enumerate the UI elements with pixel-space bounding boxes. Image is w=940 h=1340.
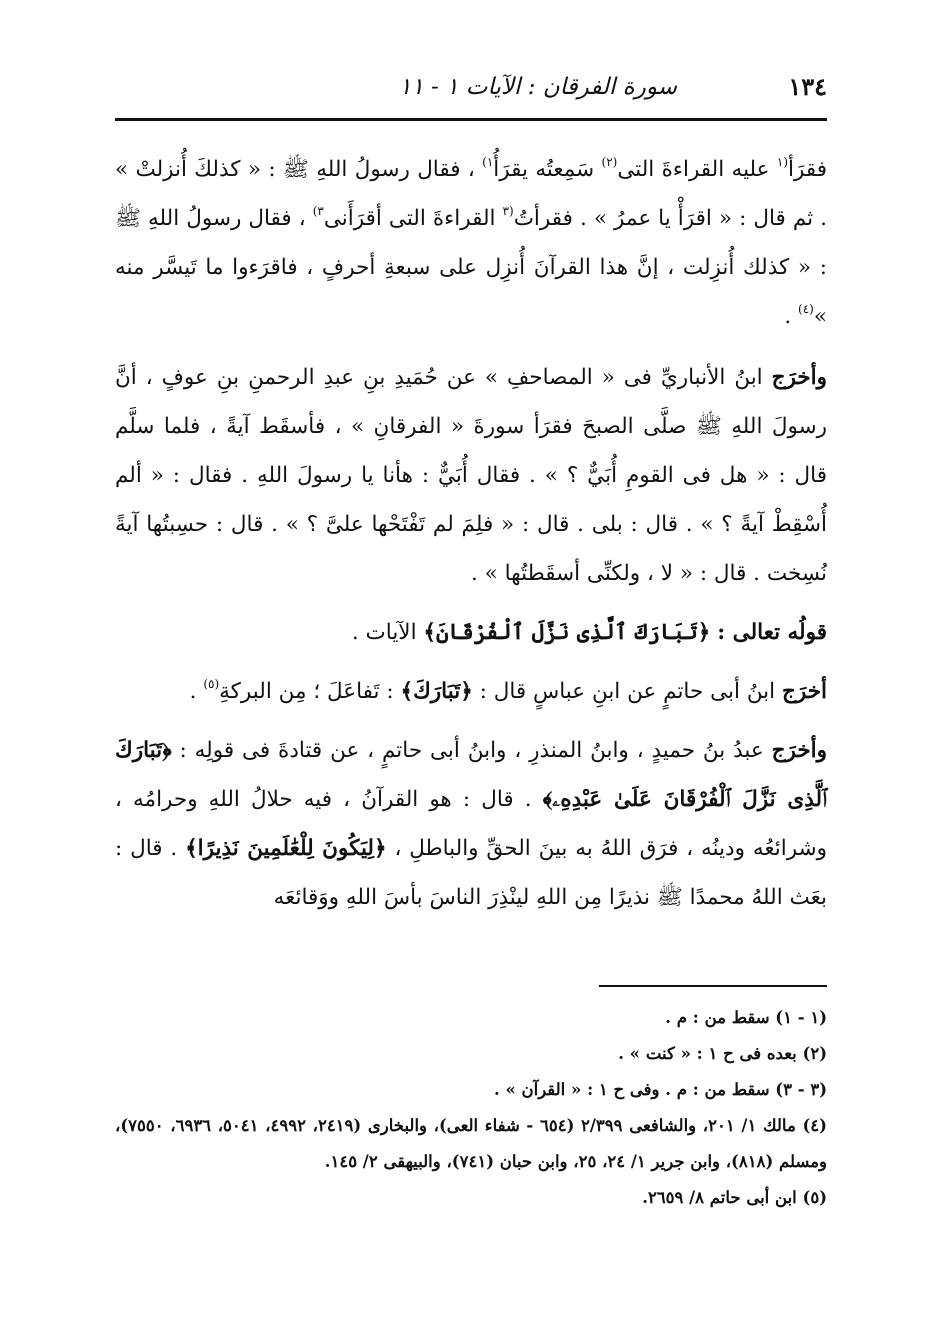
- footnote-5: (٥) ابن أبى حاتم ٨/ ٢٦٥٩.: [642, 1188, 827, 1207]
- paragraph-5: [115, 726, 827, 922]
- text: ابنُ أبى حاتمٍ عن ابنِ عباسٍ قال :: [479, 679, 776, 704]
- text: عبدُ بنُ حميدٍ ، وابنُ المنذرِ ، وابنُ أبى حاتمٍ ، عن قتادةَ فى قولِه :: [179, 738, 764, 763]
- footnote-ref: ٣): [312, 204, 324, 218]
- header-rule: [115, 118, 827, 121]
- text: ، فقال رسولُ اللهِ ﷺ : « كذلك أُنزِلت ، إنَّ هذا القرآنَ أُنزِل على سبعةِ أحرفٍ ، فاقرَءوا ما تَيسَّر منه »: [115, 206, 827, 329]
- footnote-ref: (٢): [601, 155, 618, 169]
- footnote-3: (٣ - ٣) سقط من : م . وفى ح ١ : « القرآن » .: [493, 1080, 827, 1099]
- lead-word: وأخرَج: [771, 365, 827, 390]
- footnote-2: (٢) بعده فى ح ١ : « كنت » .: [618, 1044, 827, 1063]
- footnote-ref: (١: [776, 155, 788, 169]
- lead-word: أخرَج: [781, 679, 827, 704]
- paragraph-1: [115, 145, 827, 341]
- paragraph-4: [115, 667, 827, 716]
- page-number: ١٣٤: [788, 72, 827, 101]
- paragraph-2: [115, 353, 827, 598]
- text: ، فقال رسولُ اللهِ ﷺ : « كذلكَ أُنزلتْ » . ثم قال : « اقرَأْ يا عمرُ » . فقرأتُ: [115, 157, 828, 231]
- footnote-ref: (٣: [502, 204, 514, 218]
- lead-phrase: قولُه تعالى :: [717, 620, 827, 645]
- text: . قال : هو القرآنُ ، فيه حلالُ اللهِ وحرامُه ، وشرائعُه ودينُه ، فرَق اللهُ به بينَ الحقِّ والباطلِ ،: [115, 787, 827, 861]
- quran-verse: ﴿تَبَارَكَ ٱلَّذِى نَزَّلَ ٱلْفُرْقَانَ﴾: [423, 620, 711, 645]
- footnotes: [115, 1000, 827, 1216]
- lead-word: وأخرَج: [771, 738, 827, 763]
- footnote-4: (٤) مالك ١/ ٢٠١، والشافعى ٢/٣٩٩ (٦٥٤ - شفاء العى)، والبخارى (٢٤١٩، ٤٩٩٢، ٥٠٤١، ٦٩٣٦، ٧٥٥٠)، ومسلم (٨١٨)، وابن جرير ١/ ٢٤، ٢٥، وابن حبان (٧٤١)، والبيهقى ٢/ ١٤٥.: [115, 1116, 827, 1171]
- page-header: [115, 72, 827, 112]
- quran-verse: ﴿تَبَارَكَ ٱلَّذِى نَزَّلَ ٱلْفُرْقَانَ عَلَىٰ عَبْدِهِۦ﴾: [115, 738, 827, 812]
- quran-verse: ﴿لِيَكُونَ لِلْعَٰلَمِينَ نَذِيرًا﴾: [185, 836, 387, 861]
- text: القراءةَ التى أقرَأَنى: [323, 206, 496, 231]
- running-title: سورة الفرقان : الآيات ١ - ١١: [399, 74, 677, 100]
- text: .: [784, 304, 792, 329]
- text: سَمِعتُه يقرَأُ: [493, 157, 595, 182]
- text: . قال : بعَث اللهُ محمدًا ﷺ نذيرًا مِن اللهِ لينْذِرَ الناسَ بأسَ اللهِ ووَقائعَه: [115, 836, 827, 910]
- text: .: [189, 679, 197, 704]
- footnote-ref: (٤): [798, 302, 814, 316]
- footnote-ref: (٥): [203, 677, 220, 691]
- text: : تَفاعَلَ ؛ مِن البركةِ: [219, 679, 394, 704]
- text: الآيات .: [351, 620, 417, 645]
- quran-verse: ﴿تَبَارَكَ﴾: [400, 679, 473, 704]
- text: فقرَأ: [788, 157, 827, 182]
- main-text: [115, 145, 827, 922]
- footnote-rule: [599, 985, 827, 987]
- footnote-1: (١ - ١) سقط من : م .: [665, 1008, 827, 1027]
- text: ابنُ الأنباريِّ فى « المصاحفِ » عن حُمَيدِ بنِ عبدِ الرحمنِ بنِ عوفٍ ، أنَّ رسولَ اللهِ ﷺ صلَّى الصبحَ فقرَأ سورةَ « الفرقانِ » ، فأسقَط آيةً ، فلما سلَّم قال : « هل فى القومِ أُبَيٌّ ؟ » . فقال أُبَيٌّ : هأنا يا رسولَ اللهِ . فقال : « ألم أُسْقِطْ آيةً ؟ » . قال : بلى . قال : « فلِمَ لم تَفْتَحْها علىَّ ؟ » . قال : حسِبتُها آيةً نُسِخت . قال : « لا ، ولكنِّى أسقَطتُها » .: [115, 365, 827, 586]
- book-page: [115, 0, 827, 1340]
- footnote-ref: ١): [482, 155, 494, 169]
- paragraph-3: [115, 608, 827, 657]
- text: عليه القراءةَ التى: [617, 157, 770, 182]
